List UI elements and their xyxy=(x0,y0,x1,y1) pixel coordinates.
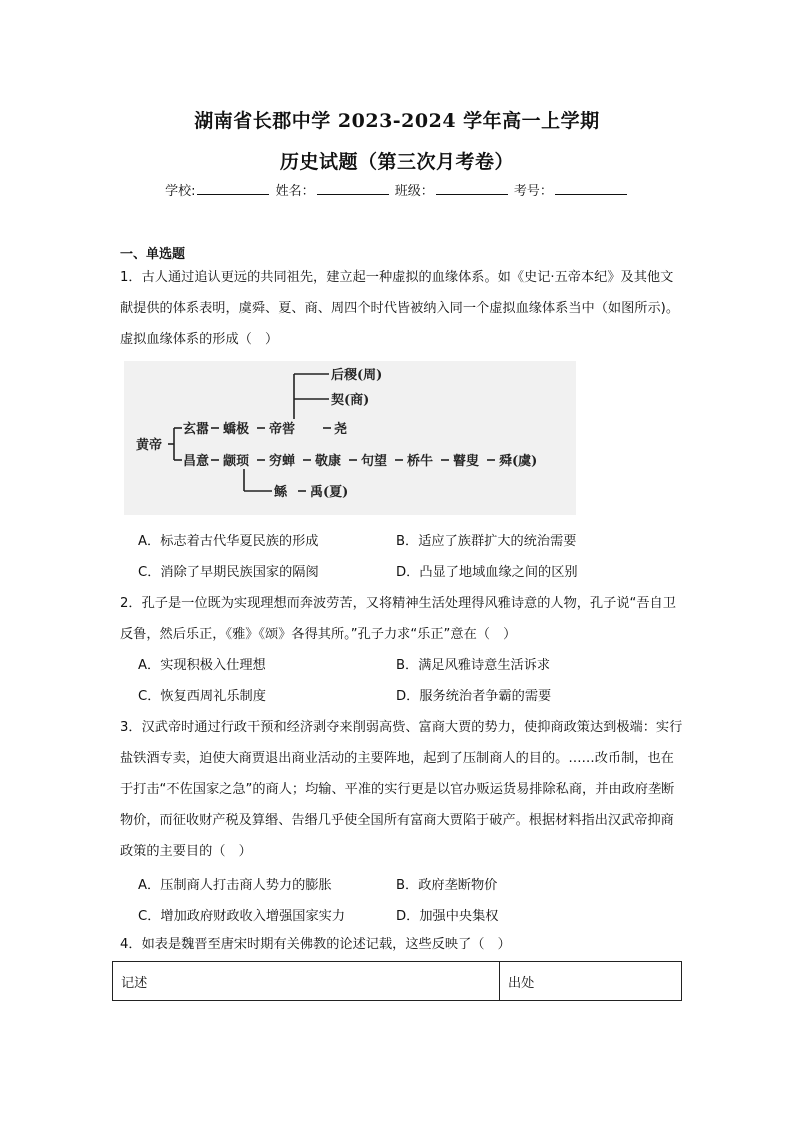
q3-option-b[interactable]: B．政府垄断物价 xyxy=(396,878,498,893)
upper-node-3: 帝喾 xyxy=(269,422,296,437)
table-header-row xyxy=(113,962,682,1001)
q3-option-c[interactable]: C．增加政府财政收入增强国家实力 xyxy=(138,909,346,924)
exam-number-label: 考号： xyxy=(513,184,553,199)
lower-node-3: 穷蝉 xyxy=(269,454,296,469)
section-title: 一、单选题 xyxy=(120,247,186,262)
q1-option-c[interactable]: C．消除了早期民族国家的隔阂 xyxy=(138,565,319,580)
lower-node-1: 昌意 xyxy=(183,454,210,469)
student-info-line xyxy=(0,180,794,199)
question-1-stem: 1．古人通过追认更远的共同祖先，建立起一种虚拟的血缘体系。如《史记·五帝本纪》及其他文献提供的体系表明，虞舜、夏、商、周四个时代皆被纳入同一个虚拟血缘体系当中（如图所示)。虚拟血缘体系的形成（ ） xyxy=(120,270,680,347)
exam-title-line1: 湖南省长郡中学 2023-2024 学年高一上学期 xyxy=(194,110,600,132)
q2-option-c[interactable]: C．恢复西周礼乐制度 xyxy=(138,689,266,704)
genealogy-diagram xyxy=(124,361,576,515)
lower-node-4: 敬康 xyxy=(315,454,342,469)
lower-branch-gun: 鲧 xyxy=(274,485,288,500)
upper-node-2: 蟜极 xyxy=(223,422,250,437)
branch-xie: 契(商) xyxy=(331,393,370,408)
q2-option-b[interactable]: B．满足风雅诗意生活诉求 xyxy=(396,658,551,673)
question-4-table xyxy=(112,961,682,1001)
table-header-source: 出处 xyxy=(500,962,682,1001)
lower-node-7: 瞽叟 xyxy=(453,454,480,469)
lower-node-5: 句望 xyxy=(361,454,388,469)
school-label: 学校: xyxy=(165,184,196,199)
exam-number-blank[interactable] xyxy=(555,182,627,195)
school-blank[interactable] xyxy=(197,182,269,195)
lower-node-2: 颛顼 xyxy=(223,454,250,469)
lower-node-6: 桥牛 xyxy=(407,454,434,469)
question-4-stem: 4．如表是魏晋至唐宋时期有关佛教的论述记载，这些反映了（ ） xyxy=(120,937,511,952)
lower-branch-yu: 禹(夏) xyxy=(310,485,349,500)
branch-houji: 后稷(周) xyxy=(331,368,383,383)
upper-node-1: 玄嚣 xyxy=(183,422,210,437)
question-3-stem: 3．汉武帝时通过行政干预和经济剥夺来削弱高赀、富商大贾的势力，使抑商政策达到极端：实行盐铁酒专卖，迫使大商贾退出商业活动的主要阵地，起到了压制商人的目的。……改币制，也在于打击“不佐国家之急”的商人；均输、平准的实行更是以官办贩运货易排除私商，并由政府垄断物价，而征收财产税及算缗、告缗几乎使全国所有富商大贾陷于破产。根据材料指出汉武帝抑商政策的主要目的（ ） xyxy=(120,720,683,859)
class-label: 班级： xyxy=(394,184,434,199)
root-huangdi: 黄帝 xyxy=(136,438,163,453)
class-blank[interactable] xyxy=(436,182,508,195)
q3-option-a[interactable]: A．压制商人打击商人势力的膨胀 xyxy=(138,878,332,893)
q1-option-d[interactable]: D．凸显了地域血缘之间的区别 xyxy=(396,565,578,580)
q1-option-a[interactable]: A．标志着古代华夏民族的形成 xyxy=(138,534,319,549)
q3-option-d[interactable]: D．加强中央集权 xyxy=(396,909,499,924)
table-header-record: 记述 xyxy=(113,962,500,1001)
name-blank[interactable] xyxy=(317,182,389,195)
q2-option-d[interactable]: D．服务统治者争霸的需要 xyxy=(396,689,552,704)
question-2-stem: 2．孔子是一位既为实现理想而奔波劳苦，又将精神生活处理得风雅诗意的人物，孔子说“吾自卫反鲁，然后乐正，《雅》《颂》各得其所。”孔子力求“乐正”意在（ ） xyxy=(120,596,676,642)
name-label: 姓名： xyxy=(275,184,315,199)
q1-option-b[interactable]: B．适应了族群扩大的统治需要 xyxy=(396,534,577,549)
genealogy-figure xyxy=(124,361,576,515)
upper-node-4: 尧 xyxy=(334,422,348,437)
lower-node-8: 舜(虞) xyxy=(499,454,538,469)
q2-option-a[interactable]: A．实现积极入仕理想 xyxy=(138,658,266,673)
exam-title-line2: 历史试题（第三次月考卷） xyxy=(279,151,514,173)
